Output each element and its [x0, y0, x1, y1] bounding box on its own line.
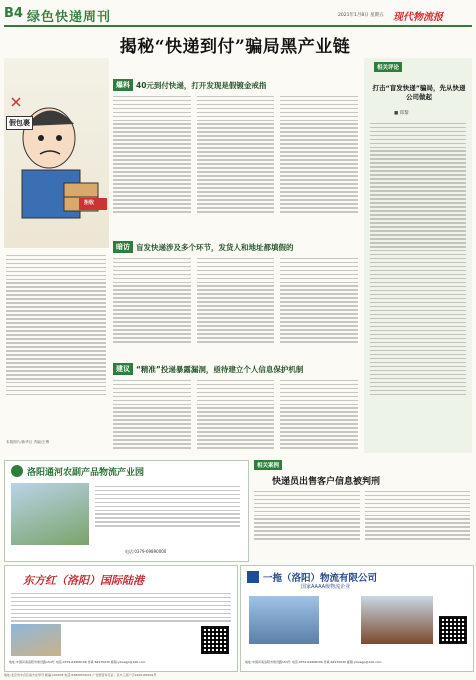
ad-logo-icon	[11, 465, 23, 477]
ad-title: 洛阳通河农副产品物流产业园	[27, 468, 145, 478]
related-label: 相关案例	[254, 460, 282, 470]
sidebar-title: 打击“盲发快递”骗局，先从快递公司做起	[372, 84, 466, 101]
cartoon-figure-icon	[4, 58, 109, 248]
section-tag: 建议	[113, 363, 133, 375]
reject-sign: 拒收	[84, 200, 95, 206]
related-title: 快递员出售客户信息被判刑	[272, 477, 381, 487]
ad-photo	[11, 483, 89, 545]
section-suggestion-body	[113, 377, 358, 452]
page-code: B4	[4, 6, 23, 21]
section-investigation-body	[113, 255, 358, 350]
sidebar-label: 相关评论	[374, 62, 402, 72]
section-expose-header	[113, 79, 266, 91]
section-tag: 暗访	[113, 241, 133, 253]
section-title: 盲发快递涉及多个环节，发货人和地址都填假的	[136, 242, 294, 252]
ad-contact: 地址:中国河南洛阳市建设路154号 电话:0379-64968106 传真:64970030 邮箱:yzwegp@126.com	[9, 660, 146, 664]
qr-code-icon	[439, 616, 467, 644]
section-investigation-header	[113, 241, 294, 253]
sidebar-author: ■ 郑黎	[394, 111, 409, 116]
photo-illustration	[4, 58, 109, 248]
section-title: “精准”投递暴露漏洞，亟待建立个人信息保护机制	[136, 364, 304, 374]
ad-contact: 地址:中国河南洛阳市建设路154号 电话:0379-64968106 传真:64970030 邮箱:yzwegp@126.com	[245, 660, 382, 664]
header-rule	[4, 25, 472, 27]
photo-credit: 本版图片/新华社 责编/王博	[6, 440, 50, 444]
section-title: 绿色快递周刊	[27, 10, 112, 25]
qr-code-icon	[201, 626, 229, 654]
ad-body	[95, 483, 240, 529]
ad-subtitle: 国家AAAA级物流企业	[301, 584, 351, 590]
ad-title: 一拖（洛阳）物流有限公司	[263, 573, 378, 584]
issue-date: 2021年1月8日 星期五	[338, 13, 384, 18]
left-intro-text	[6, 252, 106, 398]
intro-paragraph	[6, 255, 106, 396]
ad-title: 东方红（洛阳）国际陆港	[23, 574, 144, 587]
section-tag: 爆料	[113, 79, 133, 91]
section-title: 40元到付快递，打开发现是假镀金戒指	[136, 80, 267, 90]
ad-photo	[249, 596, 319, 644]
ad-photo	[11, 624, 61, 656]
ad-tonghe[interactable]	[4, 460, 249, 562]
section-expose-body	[113, 93, 358, 223]
package-sign: 假包裹	[6, 116, 33, 130]
commentary-sidebar	[364, 58, 472, 453]
main-headline: 揭秘“快递到付”骗局黑产业链	[119, 37, 351, 57]
ad-phone: 电话:0379-69890000	[125, 549, 167, 554]
sidebar-body	[370, 120, 466, 398]
ad-dongfanghong[interactable]	[4, 565, 238, 672]
page-header	[0, 0, 476, 30]
ad-photo	[361, 596, 433, 644]
footer-info: 地址:北京市丰台区南方庄甲号 邮编:100078 电话:63820500/01 广告经营许可证：京丰工商广字1920180001号	[4, 673, 157, 677]
masthead-logo: 现代物流报	[393, 12, 443, 23]
ad-logo-icon	[247, 571, 259, 583]
related-case	[252, 460, 472, 560]
ad-body	[11, 590, 231, 624]
ad-yituo[interactable]	[240, 565, 474, 672]
section-suggestion-header	[113, 363, 303, 375]
related-body	[254, 488, 470, 542]
